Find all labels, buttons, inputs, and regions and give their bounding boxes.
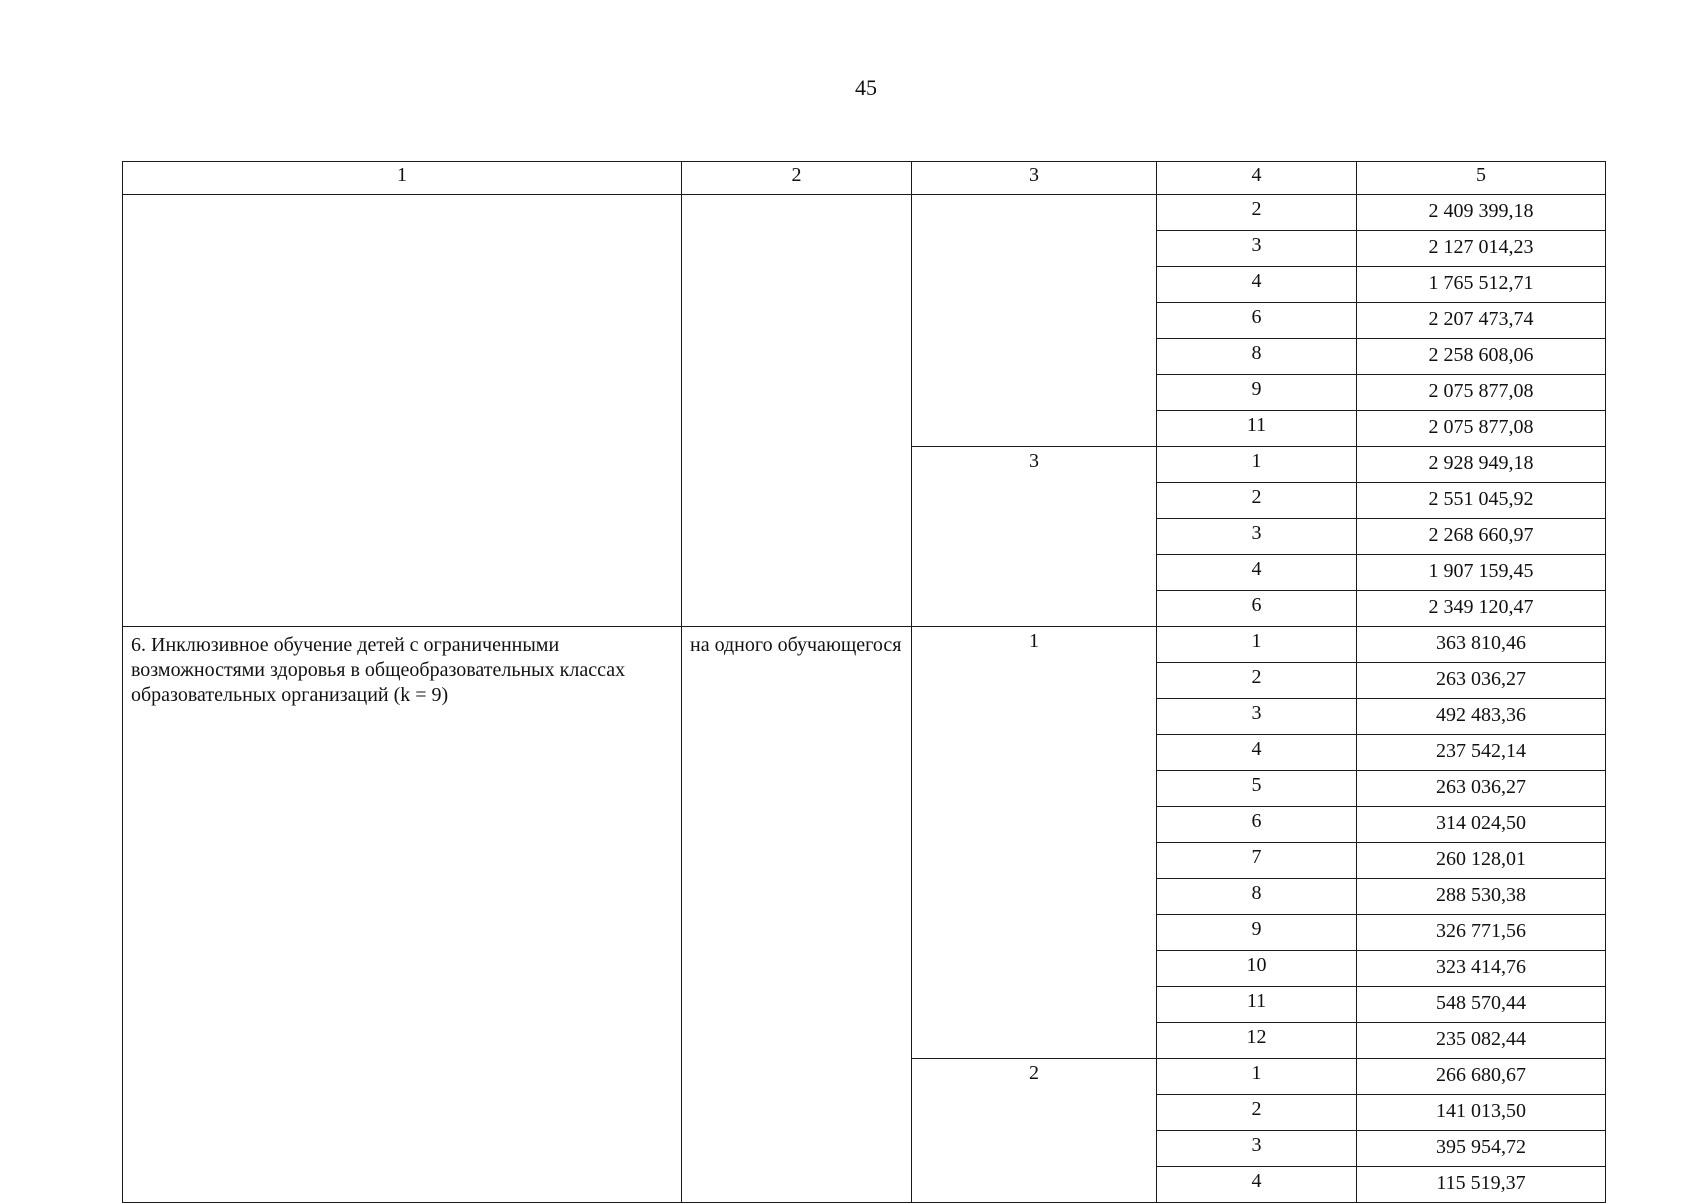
value-cell: 1 765 512,71 bbox=[1357, 267, 1606, 303]
value-cell: 326 771,56 bbox=[1357, 915, 1606, 951]
value-cell: 2 075 877,08 bbox=[1357, 411, 1606, 447]
category-cell: 1 bbox=[1157, 627, 1357, 663]
value-cell: 2 268 660,97 bbox=[1357, 519, 1606, 555]
category-cell: 8 bbox=[1157, 339, 1357, 375]
value-cell: 314 024,50 bbox=[1357, 807, 1606, 843]
value-cell: 395 954,72 bbox=[1357, 1131, 1606, 1167]
unit-cell: на одного обучающегося bbox=[682, 627, 912, 1203]
header-cell-5: 5 bbox=[1357, 162, 1606, 195]
value-cell: 2 207 473,74 bbox=[1357, 303, 1606, 339]
category-cell: 3 bbox=[1157, 699, 1357, 735]
category-cell: 1 bbox=[1157, 1059, 1357, 1095]
category-cell: 2 bbox=[1157, 1095, 1357, 1131]
value-cell: 237 542,14 bbox=[1357, 735, 1606, 771]
category-cell: 3 bbox=[1157, 1131, 1357, 1167]
category-cell: 10 bbox=[1157, 951, 1357, 987]
category-cell: 9 bbox=[1157, 915, 1357, 951]
value-cell: 2 349 120,47 bbox=[1357, 591, 1606, 627]
activity-name-cell: 6. Инклюзивное обучение детей с ограниченными возможностями здоровья в общеобразовательных классах образовательных организаций (k = 9) bbox=[123, 627, 682, 1203]
value-cell: 1 907 159,45 bbox=[1357, 555, 1606, 591]
category-cell: 3 bbox=[1157, 519, 1357, 555]
category-cell: 2 bbox=[1157, 483, 1357, 519]
value-cell: 2 409 399,18 bbox=[1357, 195, 1606, 231]
tariff-table bbox=[122, 161, 1606, 1203]
category-cell: 11 bbox=[1157, 411, 1357, 447]
value-cell: 235 082,44 bbox=[1357, 1023, 1606, 1059]
group-cell: 1 bbox=[912, 627, 1157, 1059]
category-cell: 4 bbox=[1157, 267, 1357, 303]
category-cell: 2 bbox=[1157, 195, 1357, 231]
value-cell: 2 928 949,18 bbox=[1357, 447, 1606, 483]
value-cell: 492 483,36 bbox=[1357, 699, 1606, 735]
value-cell: 323 414,76 bbox=[1357, 951, 1606, 987]
value-cell: 141 013,50 bbox=[1357, 1095, 1606, 1131]
value-cell: 288 530,38 bbox=[1357, 879, 1606, 915]
value-cell: 2 127 014,23 bbox=[1357, 231, 1606, 267]
continued-group-cell bbox=[912, 195, 1157, 447]
category-cell: 5 bbox=[1157, 771, 1357, 807]
category-cell: 12 bbox=[1157, 1023, 1357, 1059]
category-cell: 11 bbox=[1157, 987, 1357, 1023]
category-cell: 7 bbox=[1157, 843, 1357, 879]
category-cell: 1 bbox=[1157, 447, 1357, 483]
category-cell: 2 bbox=[1157, 663, 1357, 699]
header-cell-4: 4 bbox=[1157, 162, 1357, 195]
value-cell: 2 551 045,92 bbox=[1357, 483, 1606, 519]
value-cell: 2 075 877,08 bbox=[1357, 375, 1606, 411]
value-cell: 548 570,44 bbox=[1357, 987, 1606, 1023]
category-cell: 3 bbox=[1157, 231, 1357, 267]
table-row bbox=[123, 627, 1606, 663]
header-cell-1: 1 bbox=[123, 162, 682, 195]
continued-activity-cell bbox=[123, 195, 682, 627]
category-cell: 4 bbox=[1157, 735, 1357, 771]
category-cell: 4 bbox=[1157, 555, 1357, 591]
header-cell-3: 3 bbox=[912, 162, 1157, 195]
value-cell: 266 680,67 bbox=[1357, 1059, 1606, 1095]
table-row bbox=[123, 195, 1606, 231]
value-cell: 2 258 608,06 bbox=[1357, 339, 1606, 375]
header-row bbox=[123, 162, 1606, 195]
value-cell: 263 036,27 bbox=[1357, 771, 1606, 807]
value-cell: 260 128,01 bbox=[1357, 843, 1606, 879]
value-cell: 263 036,27 bbox=[1357, 663, 1606, 699]
category-cell: 8 bbox=[1157, 879, 1357, 915]
page-number: 45 bbox=[855, 75, 877, 100]
value-cell: 363 810,46 bbox=[1357, 627, 1606, 663]
continued-unit-cell bbox=[682, 195, 912, 627]
category-cell: 9 bbox=[1157, 375, 1357, 411]
category-cell: 6 bbox=[1157, 807, 1357, 843]
category-cell: 6 bbox=[1157, 591, 1357, 627]
group-cell: 2 bbox=[912, 1059, 1157, 1203]
group-cell: 3 bbox=[912, 447, 1157, 627]
value-cell: 115 519,37 bbox=[1357, 1167, 1606, 1203]
header-cell-2: 2 bbox=[682, 162, 912, 195]
category-cell: 6 bbox=[1157, 303, 1357, 339]
category-cell: 4 bbox=[1157, 1167, 1357, 1203]
